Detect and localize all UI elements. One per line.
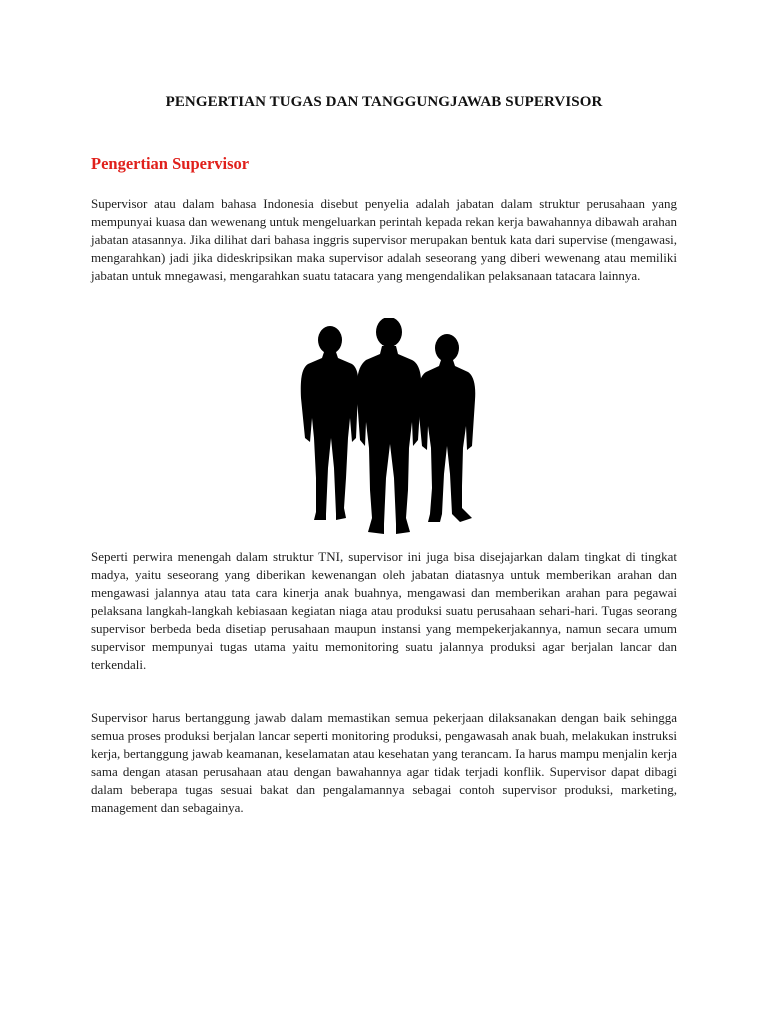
paragraph-role: Seperti perwira menengah dalam struktur TNI, supervisor ini juga bisa disejajarkan dalam tingkat di tingkat madya, yaitu seseorang yang diberikan kewenangan oleh jabatan diatasnya untuk memberikan arahan dan mengawasi jalannya atau tata cara kinerja anak buahnya, mengawasi dan memberikan arahan para pegawai pelaksana langkah-langkah kebiasaan kegiatan niaga atau produksi suatu perusahaan sehari-hari. Tugas seorang supervisor berbeda beda disetiap perusahaan maupun instansi yang mempekerjakannya, namun secara umum supervisor mempunyai tugas utama yaitu memonitoring suatu jalannya produksi agar berjalan lancar dan terkendali. — [91, 549, 677, 672]
businessmen-silhouette-image — [296, 318, 484, 536]
paragraph-definition: Supervisor atau dalam bahasa Indonesia disebut penyelia adalah jabatan dalam struktur perusahaan yang mempunyai kuasa dan wewenang untuk mengeluarkan perintah kepada rekan kerja bawahannya dibawah arahan jabatan atasannya. Jika dilihat dari bahasa inggris supervisor merupakan bentuk kata dari supervise (mengawasi, mengarahkan) jadi jika dideskripsikan maka supervisor adalah seseorang yang diberi wewenang atau memiliki jabatan untuk mnegawasi, mengarahkan suatu tatacara yang mengendalikan pelaksanaan tatacara lainnya. — [91, 196, 677, 283]
document-title: PENGERTIAN TUGAS DAN TANGGUNGJAWAB SUPERVISOR — [165, 94, 603, 110]
paragraph-responsibility: Supervisor harus bertanggung jawab dalam memastikan semua pekerjaan dilaksanakan dengan baik sehingga semua proses produksi berjalan lancar seperti monitoring produksi, pengawasah anak buah, melakukan instruksi kerja, bertanggung jawab keamanan, keselamatan atau kesehatan yang terancam. Ia harus mampu menjalin kerja sama dengan atasan perusahaan atau dengan bawahannya agar tidak terjadi konflik. Supervisor dapat dibagi dalam beberapa tugas sesuai bakat dan pengalamannya sebagai contoh supervisor produksi, marketing, management dan sebagainya. — [91, 710, 677, 815]
section-heading: Pengertian Supervisor — [91, 154, 250, 173]
center-silhouette — [357, 318, 421, 534]
three-businessmen-silhouette-icon — [296, 318, 484, 536]
right-silhouette — [418, 334, 475, 522]
left-silhouette — [301, 326, 359, 520]
